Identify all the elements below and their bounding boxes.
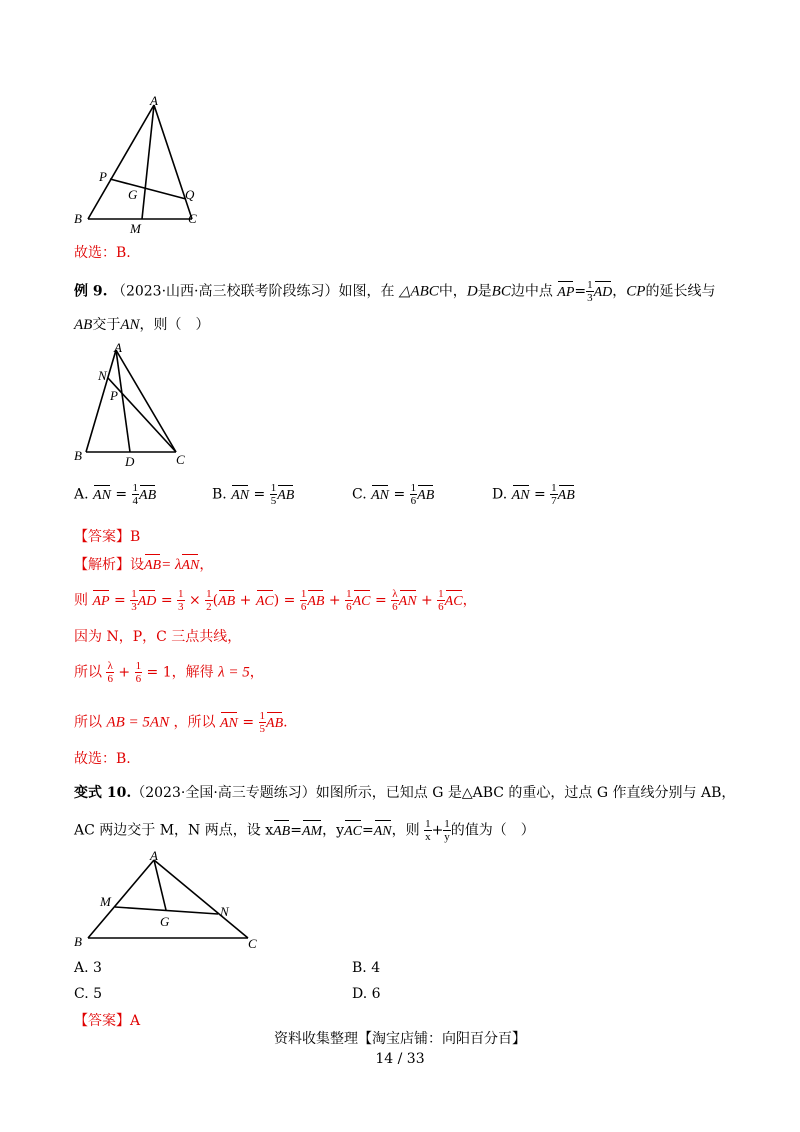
label-N: N [98, 368, 107, 383]
vector-an: AN [371, 487, 390, 503]
label-P: P [110, 388, 118, 403]
text-segment: ， [249, 664, 264, 681]
label-A: A [114, 340, 122, 355]
segment-cp: CP [626, 283, 646, 300]
variant-10-line-2: AC 两边交于 M，N 两点，设 xAB=AM，yAC=AN，则 $\frac{1}{x}$ + $\frac{1}{y}$ 的值为（ ） [74, 818, 535, 843]
segment-ab: AB [74, 317, 93, 333]
vector-am: AM [301, 823, 323, 839]
text-segment: AC 两边交于 M，N 两点，设 x [74, 822, 274, 839]
text-segment: 交于 [92, 317, 121, 333]
solution-line-3: 因为 N，P，C 三点共线， [74, 629, 242, 645]
page-number: 14 / 33 [375, 1051, 425, 1067]
text-segment: 所以 [74, 664, 102, 681]
text-segment: . [283, 714, 288, 731]
frac-den: 4 [132, 495, 139, 507]
variant-10-line-1 [74, 784, 735, 802]
option-a-10[interactable] [74, 960, 102, 976]
lambda-value: λ = 5 [218, 664, 250, 681]
answer-label: 【答案】 [74, 529, 130, 545]
answer-line-1: 故选：B. [74, 245, 131, 261]
vector-ab: AB [273, 823, 291, 839]
option-d[interactable]: D. AN = $\frac{1}{7}$ AB [492, 482, 575, 507]
text-segment: 边中点 [510, 283, 553, 300]
vector-an: AN [231, 487, 250, 503]
label-C: C [176, 452, 185, 467]
vector-an: AN [93, 487, 111, 503]
label-G: G [160, 914, 170, 929]
option-key: D. [492, 486, 508, 503]
text-segment: ，所以 [173, 714, 216, 731]
text-segment: ， [612, 283, 627, 300]
text-segment: = 1，解得 [146, 664, 214, 681]
label-C: C [188, 211, 197, 226]
frac-num: 1 [132, 482, 139, 494]
option-key: A. [74, 486, 89, 503]
label-B: B [74, 211, 82, 226]
option-fraction [132, 482, 140, 507]
vector-ap: AP [557, 284, 575, 300]
vector-an: AN [181, 558, 200, 573]
variant-text: （2023·全国·高三专题练习）如图所示，已知点 G 是△ABC 的重心，过点 G 作直线分别与 AB， [131, 785, 736, 801]
figure-triangle-centroid [70, 95, 210, 235]
text-segment: 所以 [74, 714, 102, 731]
vector-ab: AB [557, 487, 575, 503]
vector-ab: AB [144, 558, 162, 573]
vector-ab: AB [277, 487, 295, 503]
vector-ac: AC [344, 823, 362, 839]
text-segment: 是 [477, 283, 492, 300]
triangle-abc: △ABC [398, 283, 439, 300]
option-b-10[interactable] [352, 960, 380, 976]
point-d: D [466, 283, 478, 300]
fraction-one-third [586, 279, 594, 304]
answer-10 [74, 1012, 140, 1030]
text-segment: ，y [322, 822, 345, 839]
frac-den: 7 [551, 495, 557, 507]
vector-equation: AB = 5AN [106, 714, 170, 731]
figure-triangle-median [70, 340, 200, 470]
frac-num: 1 [270, 482, 277, 494]
text-segment: 则 [74, 592, 88, 609]
label-C: C [248, 936, 257, 951]
text-segment: 设 [130, 557, 144, 573]
label-A: A [150, 848, 158, 863]
option-value: 3 [93, 960, 102, 976]
segment-an: AN [120, 317, 140, 333]
text-segment: ，则 [391, 822, 420, 839]
segment-bc: BC [491, 283, 511, 300]
answer-value: B [130, 529, 141, 545]
vector-ab: AB [139, 487, 157, 503]
label-A: A [150, 95, 158, 108]
footer-source: 资料收集整理【淘宝店铺：向阳百分百】 [274, 1031, 526, 1047]
vector-ad: AD [593, 284, 613, 300]
example-label: 例 9. [74, 283, 108, 300]
figure-triangle-centroid-line [70, 848, 270, 952]
variant-label: 变式 10. [74, 785, 132, 801]
vector-an: AN [511, 487, 530, 503]
equals-lambda: = λ [161, 557, 182, 573]
frac-num: 1 [551, 482, 557, 494]
option-value: 5 [93, 986, 103, 1002]
solution-line-4: 所以 $\frac{\lambda}{6}$ + $\frac{1}{6}$ = 1，解得 λ = 5， [74, 660, 264, 685]
option-c[interactable]: C. AN = $\frac{1}{6}$ AB [352, 482, 435, 507]
text-segment: ， [199, 557, 214, 573]
example-9-line-1 [74, 279, 715, 304]
option-key: D. [352, 986, 368, 1002]
frac-den: 3 [587, 292, 593, 304]
label-G: G [128, 187, 138, 202]
option-key: C. [352, 486, 367, 503]
equals-sign: = [290, 822, 302, 839]
solution-line-5: 所以 AB = 5AN ，所以 AN = $\frac{1}{5}$ AB. [74, 710, 288, 735]
label-M: M [100, 894, 111, 909]
text-segment: 的值为（ ） [450, 822, 535, 839]
example-9-line-2 [74, 316, 210, 334]
option-a[interactable]: A. AN = $\frac{1}{4}$ AB [74, 482, 157, 507]
label-N: N [220, 904, 229, 919]
example-source: （2023·山西·高三校联考阶段练习）如图，在 [111, 283, 395, 300]
option-c-10[interactable] [74, 986, 102, 1002]
text-segment: 的延长线与 [645, 283, 716, 300]
answer-label: 【答案】 [74, 1013, 130, 1029]
answer-line-9: 故选：B. [74, 751, 131, 767]
option-value: 6 [371, 986, 381, 1002]
frac-num: 1 [410, 482, 417, 494]
label-D: D [125, 454, 135, 469]
equals-sign: = [361, 822, 374, 839]
frac-den: 5 [270, 495, 277, 507]
label-B: B [74, 934, 82, 949]
solution-label: 【解析】 [74, 557, 130, 573]
option-key: A. [74, 960, 89, 976]
label-B: B [74, 448, 82, 463]
vector-an: AN [373, 823, 392, 839]
option-value: 4 [371, 960, 381, 976]
label-P: P [99, 169, 107, 184]
option-key: B. [212, 486, 227, 503]
solution-line-2: 则 AP = $\frac{1}{3}$ AD = $\frac{1}{3}$ × $\frac{1}{2}$ (AB + AC) = $\frac{1}{6}$ AB + $\frac{1}{6}$ AC = $\frac{\lambda}{6}$ AN + $\frac{1}{6}$ AC， [74, 588, 477, 613]
label-M: M [130, 221, 141, 235]
text-segment: ，则（ ） [139, 317, 210, 333]
option-key: C. [74, 986, 89, 1002]
answer-value: A [130, 1013, 141, 1029]
option-d-10[interactable] [352, 986, 381, 1002]
solution-line-1 [74, 556, 213, 575]
answer-9 [74, 528, 140, 546]
frac-den: 6 [410, 495, 417, 507]
text-segment: 中， [438, 283, 467, 300]
label-Q: Q [185, 187, 195, 202]
option-fraction [550, 482, 558, 507]
option-key: B. [352, 960, 367, 976]
frac-num: 1 [587, 279, 593, 291]
option-b[interactable]: B. AN = $\frac{1}{5}$ AB [212, 482, 295, 507]
equals-sign: = [574, 283, 587, 300]
vector-ab: AB [417, 487, 435, 503]
plus-sign: + [118, 664, 131, 681]
